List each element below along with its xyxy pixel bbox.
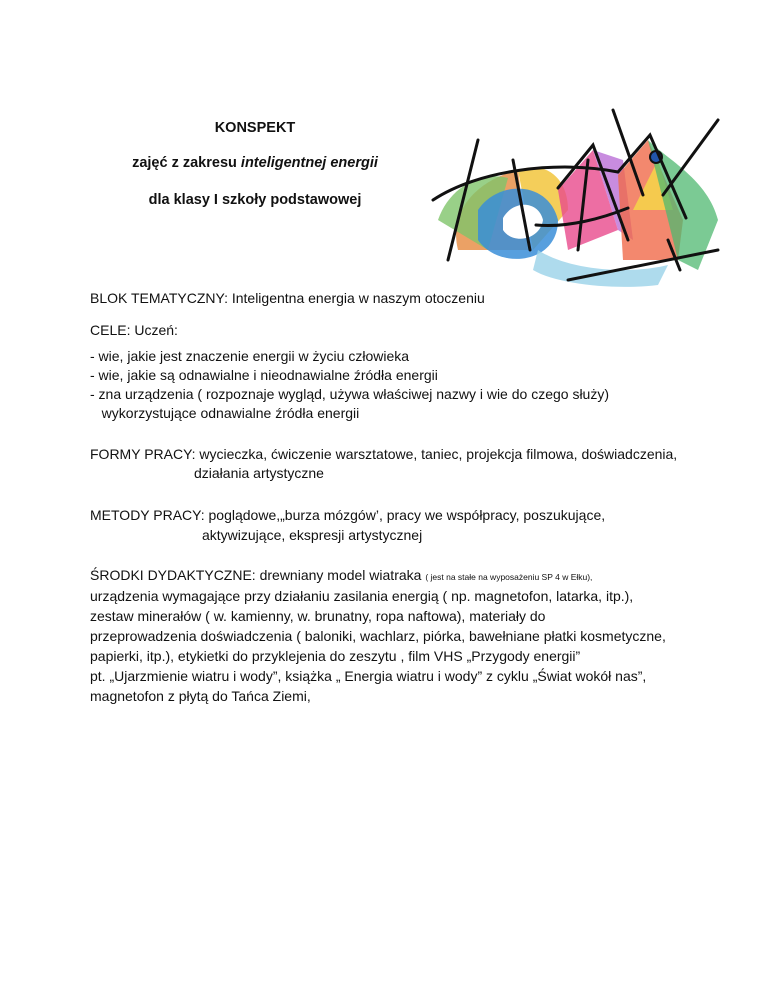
formy-pracy: FORMY PRACY: wycieczka, ćwiczenie warsztatowe, taniec, projekcja filmowa, doświadczenia,: [90, 446, 678, 462]
srodki-line: urządzenia wymagające przy działaniu zasilania energią ( np. magnetofon, latarka, itp.),: [90, 588, 634, 604]
srodki-line: magnetofon z płytą do Tańca Ziemi,: [90, 688, 311, 704]
srodki-line: przeprowadzenia doświadczenia ( baloniki, wachlarz, piórka, bawełniane płatki kosmetyczne,: [90, 628, 666, 644]
metody-pracy-cont: aktywizujące, ekspresji artystycznej: [202, 527, 423, 543]
cele-item: wykorzystujące odnawialne źródła energii: [90, 405, 360, 421]
metody-pracy: METODY PRACY: poglądowe,„burza mózgów’, pracy we współpracy, poszukujące,: [90, 507, 606, 523]
srodki-dydaktyczne: [90, 567, 592, 583]
cele-heading: CELE: Uczeń:: [90, 322, 178, 338]
crayon-logo-image: [418, 100, 738, 290]
doc-subtitle: [90, 155, 420, 171]
srodki-line: zestaw minerałów ( w. kamienny, w. brunatny, ropa naftowa), materiały do: [90, 608, 546, 624]
doc-title: KONSPEKT: [214, 120, 296, 136]
cele-item: - wie, jakie są odnawialne i nieodnawialne źródła energii: [90, 367, 438, 383]
srodki-line: papierki, itp.), etykietki do przyklejenia do zeszytu , film VHS „Przygody energii”: [90, 648, 581, 664]
cele-item: - wie, jakie jest znaczenie energii w życiu człowieka: [90, 348, 410, 364]
srodki-note: ( jest na stałe na wyposażeniu SP 4 w Ełku),: [425, 572, 593, 582]
srodki-line: pt. „Ujarzmienie wiatru i wody”, książka „ Energia wiatru i wody” z cyklu „Świat wokół nas”,: [90, 668, 647, 684]
doc-class-line: dla klasy I szkoły podstawowej: [148, 192, 362, 208]
doc-subtitle-prefix: zajęć z zakresu: [132, 155, 241, 171]
blok-tematyczny: BLOK TEMATYCZNY: Inteligentna energia w naszym otoczeniu: [90, 290, 485, 306]
formy-pracy-cont: działania artystyczne: [194, 465, 324, 481]
cele-item: - zna urządzenia ( rozpoznaje wygląd, używa właściwej nazwy i wie do czego służy): [90, 386, 610, 402]
doc-subtitle-italic: inteligentnej energii: [240, 155, 378, 171]
srodki-main: ŚRODKI DYDAKTYCZNE: drewniany model wiatraka: [90, 567, 426, 583]
